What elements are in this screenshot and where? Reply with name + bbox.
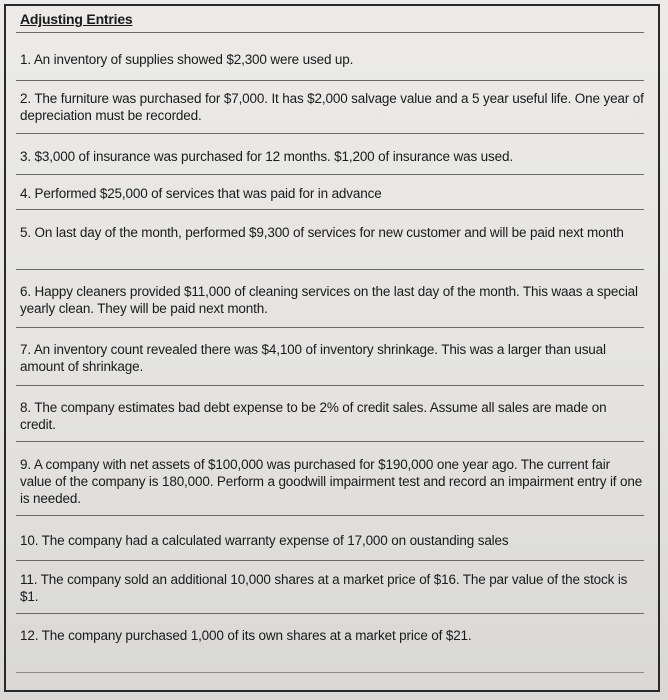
divider (16, 672, 644, 673)
entry-item-11: 11. The company sold an additional 10,000 shares at a market price of $16. The par value of the stock is $1. (20, 572, 628, 604)
entry-item-1: 1. An inventory of supplies showed $2,300 were used up. (20, 52, 354, 67)
divider (16, 80, 644, 81)
divider (16, 385, 644, 386)
divider (16, 174, 644, 175)
entry-item-3: 3. $3,000 of insurance was purchased for 12 months. $1,200 of insurance was used. (20, 149, 513, 164)
entry-item-8: 8. The company estimates bad debt expense to be 2% of credit sales. Assume all sales are made on credit. (20, 400, 607, 432)
entry-item-7: 7. An inventory count revealed there was $4,100 of inventory shrinkage. This was a larger than usual amount of shrinkage. (20, 342, 606, 374)
divider (16, 133, 644, 134)
page-title: Adjusting Entries (20, 11, 133, 27)
entry-item-10: 10. The company had a calculated warranty expense of 17,000 on oustanding sales (20, 533, 509, 548)
divider (16, 441, 644, 442)
divider (16, 560, 644, 561)
entry-item-5: 5. On last day of the month, performed $9,300 of services for new customer and will be paid next month (20, 225, 624, 240)
divider (16, 613, 644, 614)
entry-item-4: 4. Performed $25,000 of services that was paid for in advance (20, 186, 382, 201)
divider (16, 209, 644, 210)
divider (16, 269, 644, 270)
entry-item-2: 2. The furniture was purchased for $7,000. It has $2,000 salvage value and a 5 year useful life. One year of depreciation must be recorded. (20, 91, 644, 123)
entry-item-6: 6. Happy cleaners provided $11,000 of cleaning services on the last day of the month. This waas a special yearly clean. They will be paid next month. (20, 284, 638, 316)
divider (16, 32, 644, 33)
divider (16, 327, 644, 328)
entry-item-12: 12. The company purchased 1,000 of its own shares at a market price of $21. (20, 628, 472, 643)
entry-item-9: 9. A company with net assets of $100,000 was purchased for $190,000 one year ago. The current fair value of the company is 180,000. Perform a goodwill impairment test and record an impairment entry if one is needed. (20, 457, 643, 506)
divider (16, 515, 644, 516)
